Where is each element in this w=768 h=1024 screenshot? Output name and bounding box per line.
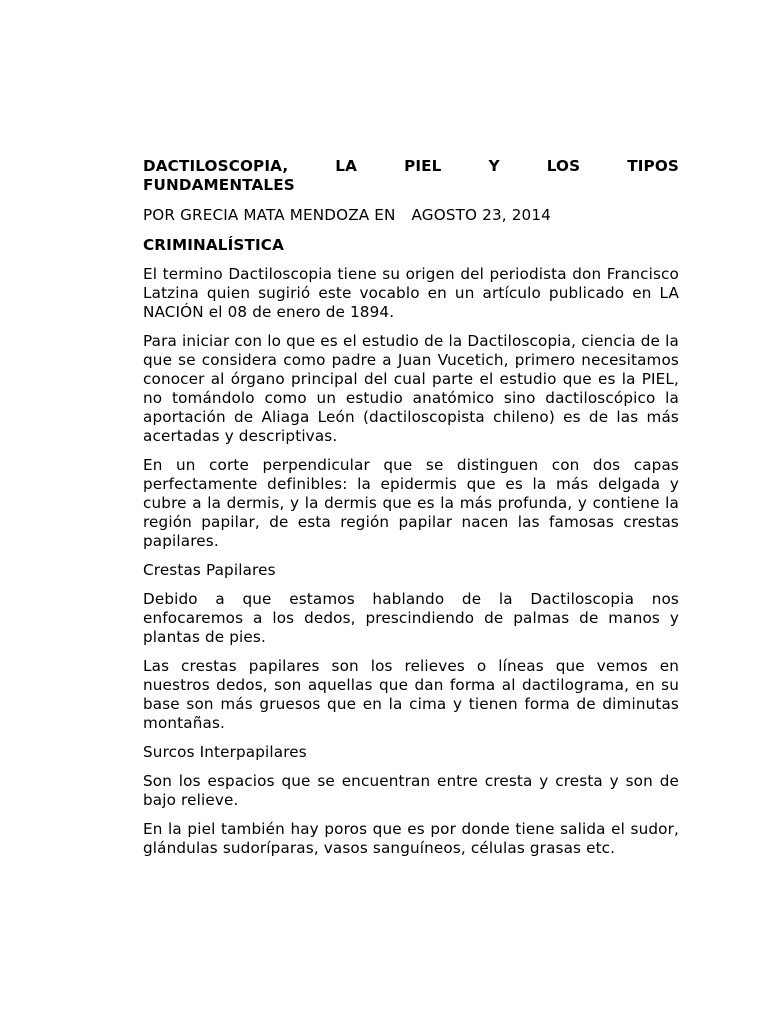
- paragraph: En la piel también hay poros que es por donde tiene salida el sudor, glándulas sudoríparas, vasos sanguíneos, células grasas etc.: [143, 820, 679, 857]
- paragraph: Debido a que estamos hablando de la Dactiloscopia nos enfocaremos a los dedos, prescindiendo de palmas de manos y plantas de pies.: [143, 590, 679, 646]
- byline-author: POR GRECIA MATA MENDOZA EN: [143, 206, 396, 224]
- byline: [143, 206, 679, 225]
- title-word: LOS: [546, 157, 581, 175]
- title-word: LA: [335, 157, 358, 175]
- title-line-2: FUNDAMENTALES: [143, 176, 295, 194]
- document-title: [143, 157, 679, 195]
- document-page: [143, 157, 679, 868]
- paragraph: El termino Dactiloscopia tiene su origen del periodista don Francisco Latzina quien sugirió este vocablo en un artículo publicado en LA NACIÓN el 08 de enero de 1894.: [143, 265, 679, 321]
- subheading-crestas-papilares: Crestas Papilares: [143, 561, 276, 579]
- byline-date: AGOSTO 23, 2014: [411, 206, 551, 224]
- paragraph: Son los espacios que se encuentran entre cresta y cresta y son de bajo relieve.: [143, 772, 679, 809]
- title-word: TIPOS: [627, 157, 679, 175]
- title-word: DACTILOSCOPIA,: [143, 157, 289, 175]
- subheading-surcos-interpapilares: Surcos Interpapilares: [143, 743, 307, 761]
- paragraph: En un corte perpendicular que se distinguen con dos capas perfectamente definibles: la epidermis que es la más delgada y cubre a la dermis, y la dermis que es la más profunda, y contiene la región papilar, de esta región papilar nacen las famosas crestas papilares.: [143, 456, 679, 550]
- paragraph: Las crestas papilares son los relieves o líneas que vemos en nuestros dedos, son aquellas que dan forma al dactilograma, en su base son más gruesos que en la cima y tienen forma de diminutas montañas.: [143, 657, 679, 732]
- category-heading: CRIMINALÍSTICA: [143, 236, 284, 254]
- title-line-1: [143, 157, 679, 176]
- title-word: Y: [488, 157, 500, 175]
- paragraph: Para iniciar con lo que es el estudio de la Dactiloscopia, ciencia de la que se considera como padre a Juan Vucetich, primero necesitamos conocer al órgano principal del cual parte el estudio que es la PIEL, no tomándolo como un estudio anatómico sino dactiloscópico la aportación de Aliaga León (dactiloscopista chileno) es de las más acertadas y descriptivas.: [143, 332, 679, 445]
- title-word: PIEL: [404, 157, 442, 175]
